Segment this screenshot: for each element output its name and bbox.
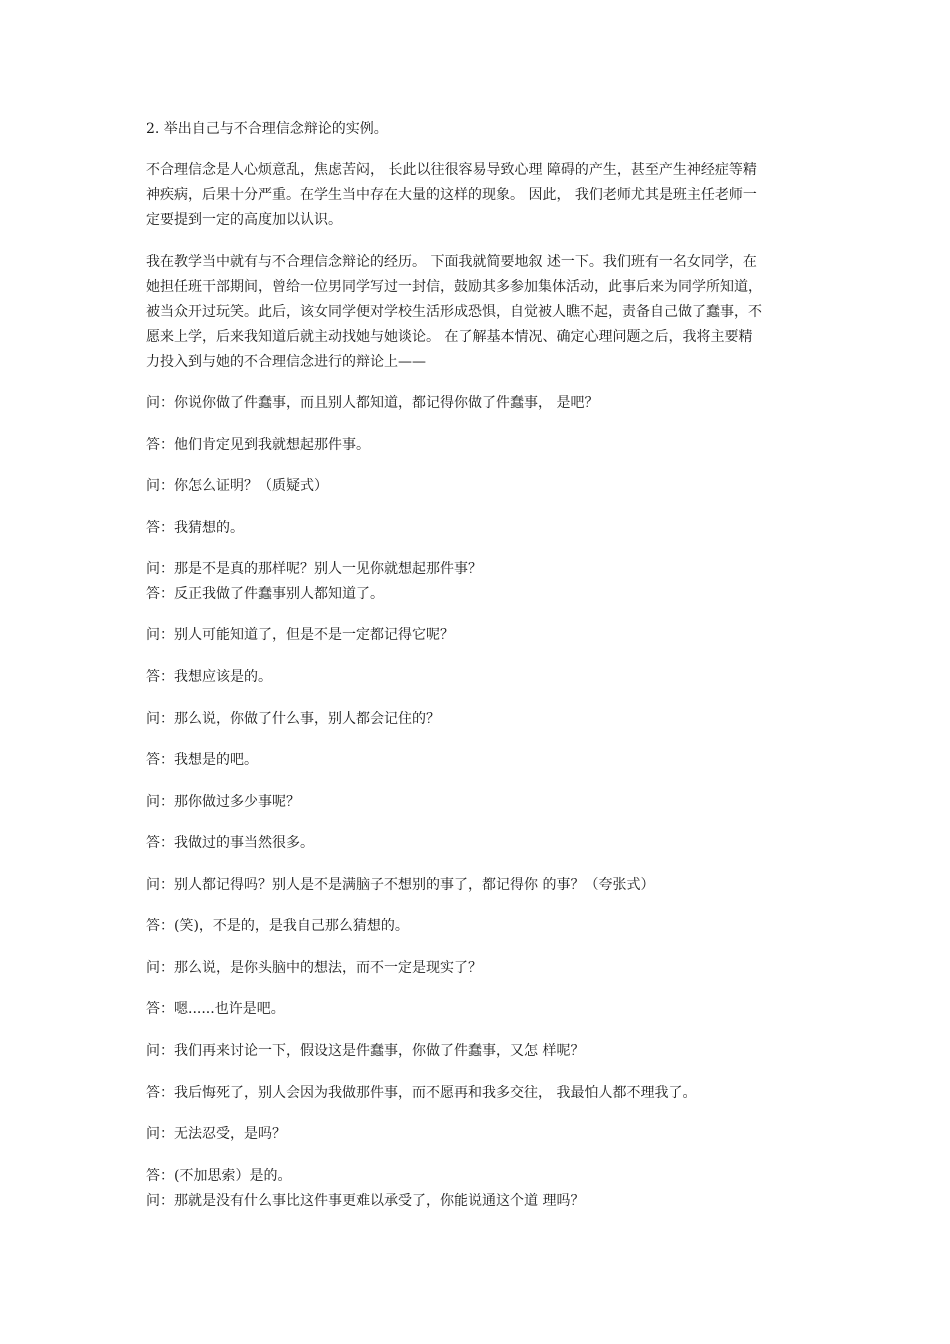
paragraph-2-line-3: 被当众开过玩笑。此后，该女同学便对学校生活形成恐惧，自觉被人瞧不起，责备自己做了蠢事，不 [146, 304, 762, 320]
dialogue-line: 问：你怎么证明？（质疑式） [146, 478, 328, 494]
dialogue-line: 问：那是不是真的那样呢？别人一见你就想起那件事？ [146, 561, 482, 577]
dialogue-line: 答：我想应该是的。 [146, 669, 272, 685]
dialogue-line: 答：嗯......也许是吧。 [146, 1001, 285, 1017]
paragraph-2-line-1: 我在教学当中就有与不合理信念辩论的经历。 下面我就简要地叙 述一下。我们班有一名女同学，在 [146, 254, 757, 270]
dialogue-line: 问：那么说，是你头脑中的想法，而不一定是现实了？ [146, 960, 482, 976]
dialogue-line: 问：那你做过多少事呢？ [146, 794, 300, 810]
dialogue-line: 问：我们再来讨论一下，假设这是件蠢事，你做了件蠢事，又怎 样呢？ [146, 1043, 585, 1059]
dialogue-line: 答：我想是的吧。 [146, 752, 258, 768]
dialogue-line: 答：他们肯定见到我就想起那件事。 [146, 437, 370, 453]
dialogue-line: 答：(笑)，不是的，是我自己那么猜想的。 [146, 918, 409, 934]
dialogue-line: 问：别人可能知道了，但是不是一定都记得它呢？ [146, 627, 454, 643]
dialogue-line: 问：那就是没有什么事比这件事更难以承受了，你能说通这个道 理吗？ [146, 1193, 585, 1209]
dialogue-line: 问：别人都记得吗？别人是不是满脑子不想别的事了，都记得你 的事？（夸张式） [146, 877, 655, 893]
dialogue-line: 答：(不加思索）是的。 [146, 1168, 292, 1184]
section-heading: 2. 举出自己与不合理信念辩论的实例。 [146, 121, 388, 137]
dialogue-line: 答：反正我做了件蠢事别人都知道了。 [146, 586, 384, 602]
paragraph-1-line-1: 不合理信念是人心烦意乱，焦虑苦闷， 长此以往很容易导致心理 障碍的产生，甚至产生神经症等精 [146, 162, 757, 178]
dialogue-line: 问：你说你做了件蠢事，而且别人都知道，都记得你做了件蠢事， 是吧？ [146, 395, 599, 411]
dialogue-line: 答：我做过的事当然很多。 [146, 835, 314, 851]
dialogue-line: 答：我猜想的。 [146, 520, 244, 536]
paragraph-1-line-2: 神疾病，后果十分严重。在学生当中存在大量的这样的现象。 因此， 我们老师尤其是班主任老师一 [146, 187, 757, 203]
dialogue-line: 问：那么说，你做了什么事，别人都会记住的？ [146, 711, 440, 727]
paragraph-2-line-5: 力投入到与她的不合理信念进行的辩论上—— [146, 354, 426, 370]
paragraph-2-line-2: 她担任班干部期间，曾给一位男同学写过一封信，鼓励其多参加集体活动，此事后来为同学所知道， [146, 279, 762, 295]
paragraph-2-line-4: 愿来上学，后来我知道后就主动找她与她谈论。 在了解基本情况、确定心理问题之后，我将主要精 [146, 329, 753, 345]
paragraph-1-line-3: 定要提到一定的高度加以认识。 [146, 212, 342, 228]
dialogue-line: 问：无法忍受，是吗？ [146, 1126, 286, 1142]
dialogue-line: 答：我后悔死了，别人会因为我做那件事，而不愿再和我多交往， 我最怕人都不理我了。 [146, 1085, 697, 1101]
